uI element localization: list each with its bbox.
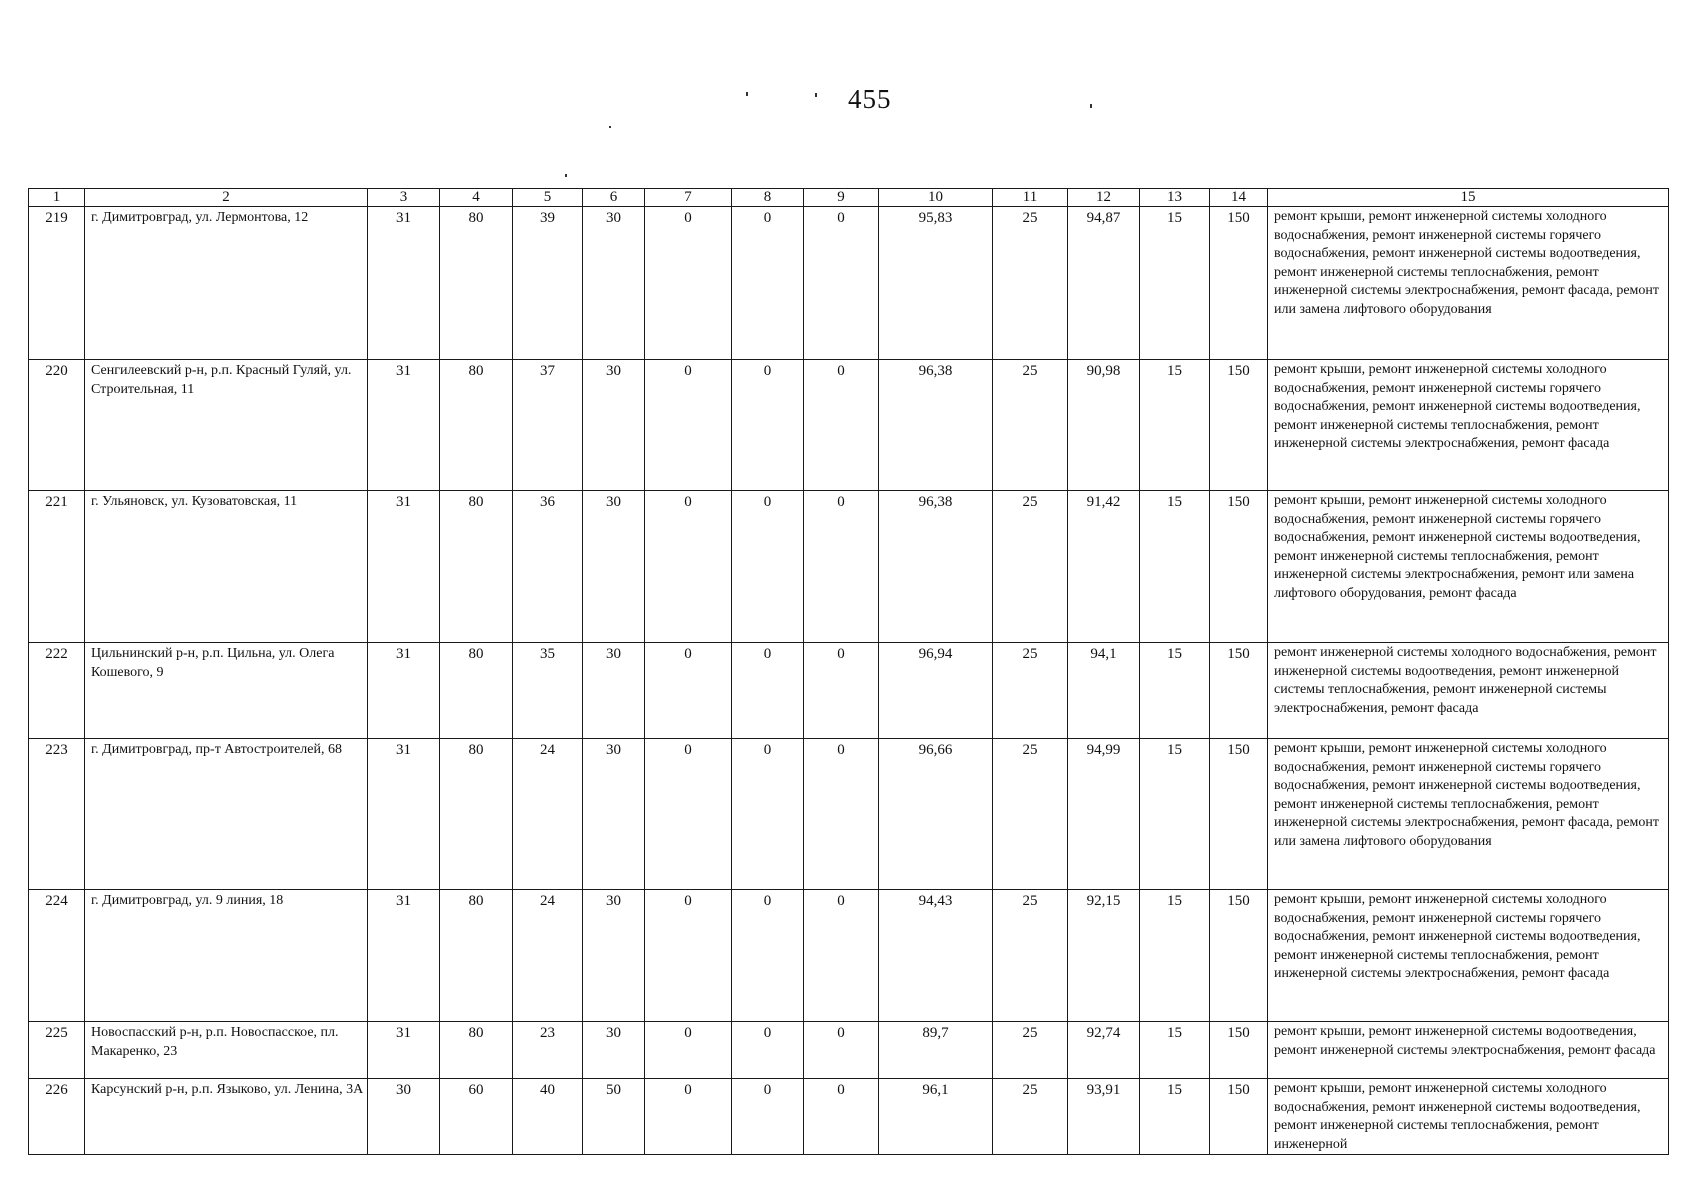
value-cell-c7: 0: [645, 739, 732, 890]
value-cell-c3: 31: [368, 360, 440, 491]
table-row: [29, 491, 1669, 643]
value-cell-c12: 94,87: [1068, 207, 1140, 360]
value-cell-c13: 15: [1140, 1079, 1210, 1155]
column-index-3: 3: [368, 189, 440, 207]
value-cell-c7: 0: [645, 1022, 732, 1079]
value-cell-c14: 150: [1210, 643, 1268, 739]
address-cell: г. Димитровград, пр-т Автостроителей, 68: [85, 739, 368, 890]
column-index-2: 2: [85, 189, 368, 207]
row-number: 219: [29, 207, 85, 360]
value-cell-c12: 94,99: [1068, 739, 1140, 890]
value-cell-c14: 150: [1210, 360, 1268, 491]
address-cell: Новоспасский р-н, р.п. Новоспасское, пл. Макаренко, 23: [85, 1022, 368, 1079]
value-cell-c6: 30: [583, 1022, 645, 1079]
table-row: [29, 739, 1669, 890]
address-cell: г. Димитровград, ул. Лермонтова, 12: [85, 207, 368, 360]
value-cell-c14: 150: [1210, 739, 1268, 890]
value-cell-c13: 15: [1140, 739, 1210, 890]
value-cell-c3: 31: [368, 643, 440, 739]
value-cell-c10: 94,43: [879, 890, 993, 1022]
value-cell-c8: 0: [732, 491, 804, 643]
table-row: [29, 643, 1669, 739]
value-cell-c8: 0: [732, 1079, 804, 1155]
value-cell-c14: 150: [1210, 1079, 1268, 1155]
value-cell-c4: 80: [440, 207, 513, 360]
value-cell-c6: 30: [583, 491, 645, 643]
value-cell-c12: 94,1: [1068, 643, 1140, 739]
value-cell-c13: 15: [1140, 491, 1210, 643]
scan-speck: [746, 92, 748, 96]
value-cell-c9: 0: [804, 739, 879, 890]
value-cell-c11: 25: [993, 1022, 1068, 1079]
value-cell-c6: 30: [583, 643, 645, 739]
value-cell-c3: 31: [368, 491, 440, 643]
value-cell-c11: 25: [993, 739, 1068, 890]
scan-speck: [815, 93, 817, 97]
value-cell-c12: 91,42: [1068, 491, 1140, 643]
column-index-8: 8: [732, 189, 804, 207]
value-cell-c14: 150: [1210, 207, 1268, 360]
value-cell-c12: 92,74: [1068, 1022, 1140, 1079]
value-cell-c4: 80: [440, 890, 513, 1022]
value-cell-c6: 30: [583, 890, 645, 1022]
value-cell-c9: 0: [804, 360, 879, 491]
value-cell-c6: 30: [583, 207, 645, 360]
row-number: 220: [29, 360, 85, 491]
works-list-cell: ремонт крыши, ремонт инженерной системы холодного водоснабжения, ремонт инженерной системы горячего водоснабжения, ремонт инженерной системы водоотведения, ремонт инженерной системы теплоснабжения, ремонт инженерной системы электроснабжения, ремонт фасада: [1268, 360, 1669, 491]
value-cell-c12: 93,91: [1068, 1079, 1140, 1155]
column-index-5: 5: [513, 189, 583, 207]
value-cell-c5: 24: [513, 890, 583, 1022]
row-number: 223: [29, 739, 85, 890]
value-cell-c4: 80: [440, 491, 513, 643]
column-index-15: 15: [1268, 189, 1669, 207]
value-cell-c12: 92,15: [1068, 890, 1140, 1022]
column-index-6: 6: [583, 189, 645, 207]
value-cell-c4: 80: [440, 1022, 513, 1079]
column-index-13: 13: [1140, 189, 1210, 207]
value-cell-c11: 25: [993, 491, 1068, 643]
value-cell-c9: 0: [804, 1079, 879, 1155]
column-index-4: 4: [440, 189, 513, 207]
value-cell-c10: 96,94: [879, 643, 993, 739]
value-cell-c4: 60: [440, 1079, 513, 1155]
scan-speck: [609, 126, 611, 128]
value-cell-c11: 25: [993, 360, 1068, 491]
register-table: [28, 188, 1669, 1155]
value-cell-c3: 31: [368, 890, 440, 1022]
row-number: 221: [29, 491, 85, 643]
address-cell: г. Ульяновск, ул. Кузоватовская, 11: [85, 491, 368, 643]
value-cell-c5: 35: [513, 643, 583, 739]
column-index-1: 1: [29, 189, 85, 207]
value-cell-c5: 37: [513, 360, 583, 491]
value-cell-c10: 96,66: [879, 739, 993, 890]
value-cell-c14: 150: [1210, 1022, 1268, 1079]
value-cell-c7: 0: [645, 1079, 732, 1155]
value-cell-c8: 0: [732, 890, 804, 1022]
table-row: [29, 1022, 1669, 1079]
value-cell-c7: 0: [645, 207, 732, 360]
value-cell-c3: 30: [368, 1079, 440, 1155]
value-cell-c3: 31: [368, 1022, 440, 1079]
row-number: 225: [29, 1022, 85, 1079]
value-cell-c11: 25: [993, 1079, 1068, 1155]
row-number: 224: [29, 890, 85, 1022]
value-cell-c9: 0: [804, 1022, 879, 1079]
value-cell-c13: 15: [1140, 890, 1210, 1022]
works-list-cell: ремонт крыши, ремонт инженерной системы водоотведения, ремонт инженерной системы электроснабжения, ремонт фасада: [1268, 1022, 1669, 1079]
value-cell-c10: 96,38: [879, 360, 993, 491]
value-cell-c10: 95,83: [879, 207, 993, 360]
value-cell-c6: 30: [583, 739, 645, 890]
value-cell-c8: 0: [732, 643, 804, 739]
table-row: [29, 207, 1669, 360]
address-cell: Карсунский р-н, р.п. Языково, ул. Ленина, 3А: [85, 1079, 368, 1155]
row-number: 222: [29, 643, 85, 739]
value-cell-c8: 0: [732, 207, 804, 360]
value-cell-c11: 25: [993, 890, 1068, 1022]
works-list-cell: ремонт инженерной системы холодного водоснабжения, ремонт инженерной системы водоотведения, ремонт инженерной системы теплоснабжения, ремонт инженерной системы электроснабжения, ремонт фасада: [1268, 643, 1669, 739]
value-cell-c6: 30: [583, 360, 645, 491]
column-index-7: 7: [645, 189, 732, 207]
works-list-cell: ремонт крыши, ремонт инженерной системы холодного водоснабжения, ремонт инженерной системы водоотведения, ремонт инженерной системы теплоснабжения, ремонт инженерной: [1268, 1079, 1669, 1155]
table-body: [29, 189, 1669, 1155]
address-cell: г. Димитровград, ул. 9 линия, 18: [85, 890, 368, 1022]
value-cell-c4: 80: [440, 360, 513, 491]
value-cell-c11: 25: [993, 643, 1068, 739]
value-cell-c13: 15: [1140, 207, 1210, 360]
value-cell-c10: 96,38: [879, 491, 993, 643]
value-cell-c12: 90,98: [1068, 360, 1140, 491]
address-cell: Цильнинский р-н, р.п. Цильна, ул. Олега Кошевого, 9: [85, 643, 368, 739]
value-cell-c13: 15: [1140, 1022, 1210, 1079]
value-cell-c13: 15: [1140, 360, 1210, 491]
value-cell-c11: 25: [993, 207, 1068, 360]
value-cell-c7: 0: [645, 643, 732, 739]
column-index-14: 14: [1210, 189, 1268, 207]
value-cell-c9: 0: [804, 890, 879, 1022]
value-cell-c5: 40: [513, 1079, 583, 1155]
value-cell-c5: 23: [513, 1022, 583, 1079]
value-cell-c9: 0: [804, 491, 879, 643]
page-number: 455: [848, 84, 892, 114]
value-cell-c3: 31: [368, 207, 440, 360]
value-cell-c4: 80: [440, 643, 513, 739]
row-number: 226: [29, 1079, 85, 1155]
value-cell-c3: 31: [368, 739, 440, 890]
value-cell-c14: 150: [1210, 890, 1268, 1022]
value-cell-c9: 0: [804, 207, 879, 360]
table-row: [29, 890, 1669, 1022]
value-cell-c8: 0: [732, 1022, 804, 1079]
column-index-10: 10: [879, 189, 993, 207]
works-list-cell: ремонт крыши, ремонт инженерной системы холодного водоснабжения, ремонт инженерной системы горячего водоснабжения, ремонт инженерной системы водоотведения, ремонт инженерной системы теплоснабжения, ремонт инженерной системы электроснабжения, ремонт фасада: [1268, 890, 1669, 1022]
value-cell-c6: 50: [583, 1079, 645, 1155]
scan-speck: [565, 174, 567, 177]
works-list-cell: ремонт крыши, ремонт инженерной системы холодного водоснабжения, ремонт инженерной системы горячего водоснабжения, ремонт инженерной системы водоотведения, ремонт инженерной системы теплоснабжения, ремонт инженерной системы электроснабжения, ремонт или замена лифтового оборудования, ремонт фасада: [1268, 491, 1669, 643]
address-cell: Сенгилеевский р-н, р.п. Красный Гуляй, ул. Строительная, 11: [85, 360, 368, 491]
value-cell-c7: 0: [645, 890, 732, 1022]
value-cell-c10: 96,1: [879, 1079, 993, 1155]
value-cell-c8: 0: [732, 739, 804, 890]
value-cell-c10: 89,7: [879, 1022, 993, 1079]
table-row: [29, 360, 1669, 491]
value-cell-c5: 24: [513, 739, 583, 890]
value-cell-c7: 0: [645, 360, 732, 491]
value-cell-c5: 36: [513, 491, 583, 643]
value-cell-c9: 0: [804, 643, 879, 739]
column-index-11: 11: [993, 189, 1068, 207]
value-cell-c13: 15: [1140, 643, 1210, 739]
value-cell-c8: 0: [732, 360, 804, 491]
column-index-row: [29, 189, 1669, 207]
works-list-cell: ремонт крыши, ремонт инженерной системы холодного водоснабжения, ремонт инженерной системы горячего водоснабжения, ремонт инженерной системы водоотведения, ремонт инженерной системы теплоснабжения, ремонт инженерной системы электроснабжения, ремонт фасада, ремонт или замена лифтового оборудования: [1268, 739, 1669, 890]
value-cell-c5: 39: [513, 207, 583, 360]
value-cell-c4: 80: [440, 739, 513, 890]
works-list-cell: ремонт крыши, ремонт инженерной системы холодного водоснабжения, ремонт инженерной системы горячего водоснабжения, ремонт инженерной системы водоотведения, ремонт инженерной системы теплоснабжения, ремонт инженерной системы электроснабжения, ремонт фасада, ремонт или замена лифтового оборудования: [1268, 207, 1669, 360]
column-index-12: 12: [1068, 189, 1140, 207]
value-cell-c14: 150: [1210, 491, 1268, 643]
column-index-9: 9: [804, 189, 879, 207]
value-cell-c7: 0: [645, 491, 732, 643]
scan-speck: [1090, 104, 1092, 108]
table-row: [29, 1079, 1669, 1155]
